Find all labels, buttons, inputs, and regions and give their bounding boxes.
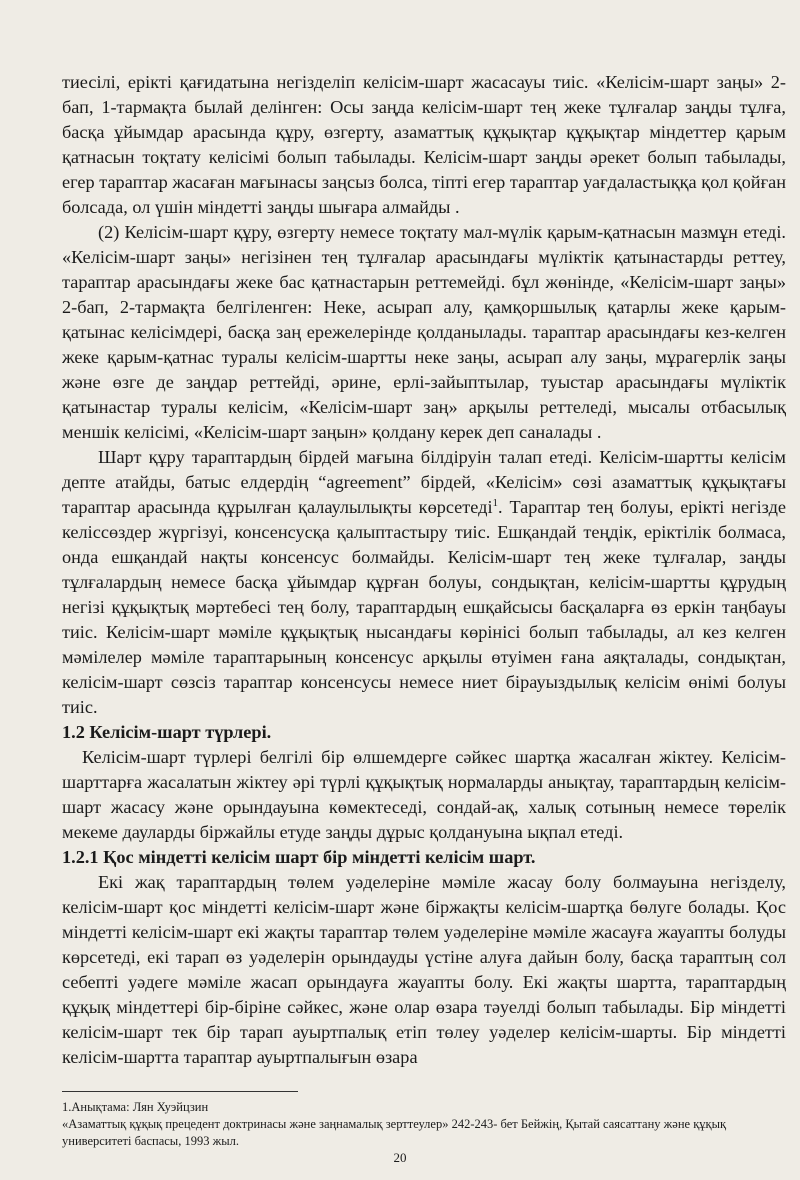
footnote-divider	[62, 1091, 298, 1092]
paragraph-3-text-a: Шарт құру тараптардың бірдей мағына білдіруін талап етеді. Келісім-шартты келісім депте атайды, батыс елдердің “agreement” бірдей, «Келісім» сөзі азаматтық құқықтағы тараптар арасында құрылған қалаулылықты көрсетеді	[62, 447, 786, 517]
page-number: 20	[393, 1150, 407, 1165]
footnote-1-source: «Азаматтық құқық прецедент доктринасы және заңнамалық зерттеулер» 242-243- бет Бейжің, Қытай саясаттану және құқық университеті баспасы, 1993 жыл.	[62, 1117, 727, 1148]
footnotes	[62, 1099, 782, 1150]
paragraph-3-text-b: . Тараптар тең болуы, ерікті негізде келіссөздер жүргізуі, консенсусқа қалыптастыру тиіс. Ешқандай теңдік, еріктілік болмаса, онда ешқандай нақты консенсус болмайды. Келісім-шарт тең жеке тұлғалар, заңды тұлғалардың немесе басқа ұйымдар құрған болуы, сондықтан, келісім-шартты құрудың негізі құқықтық мәртебесі тең болу, тараптардың ешқайсысы басқаларға өз еркін таңбауы тиіс. Келісім-шарт мәміле құқықтық нысандағы көрінісі болып табылады, ал кез келген мәмілелер мәміле тараптарының консенсус арқылы өтуімен ғана аяқталады, сондықтан, келісім-шарт сөзсіз тараптар консенсусы немесе ниет бірауыздылық келісім өнімі болуы тиіс.	[62, 497, 786, 717]
paragraph-1: тиесілі, ерікті қағидатына негізделіп келісім-шарт жасасауы тиіс. «Келісім-шарт заңы» 2-бап, 1-тармақта былай делінген: Осы заңда келісім-шарт тең жеке тұлғалар заңды тұлға, басқа ұйымдар арасында құру, өзгерту, азаматтық құқықтар құқықтар міндеттер қарым қатнасын тоқтату келісімі болып табылады. Келісім-шарт заңды әрекет болып табылады, егер тараптар жасаған мағынасы заңсыз болса, тіпті егер тараптар уағдаластыққа қол қойған болсада, ол үшін міндетті заңды шығара алмайды .	[62, 72, 786, 217]
paragraph-2: (2) Келісім-шарт құру, өзгерту немесе тоқтату мал-мүлік қарым-қатнасын мазмұн етеді. «Келісім-шарт заңы» негізінен тең тұлғалар арасындағы мүліктік қатынастарды реттеу, тараптар арасындағы жеке бас қатнастарын реттемейді. бұл жөнінде, «Келісім-шарт заңы» 2-бап, 2-тармақта белгіленген: Неке, асырап алу, қамқоршылық қатарлы жеке қарым-қатынас келісімдері, басқа заң ережелерінде қолданылады. тараптар арасындағы кез-келген жеке қарым-қатнас туралы келісім-шартты неке заңы, асырап алу заңы, мұрагерлік заңы және өзге де заңдар реттейді, әрине, ерлі-зайыптылар, туыстар арасындағы мүліктік қатынастар туралы келісім, «Келісім-шарт заң» арқылы реттеледі, мысалы отбасылық меншік келісімі, «Келісім-шарт заңын» қолдану керек деп саналады .	[62, 222, 786, 442]
paragraph-3	[62, 445, 786, 720]
paragraph-5: Екі жақ тараптардың төлем уәделеріне мәміле жасау болу болмауына негізделу, келісім-шарт қос міндетті келісім-шарт және біржақты келісім-шартқа бөлуге болады. Қос міндетті келісім-шарт екі жақты тараптар төлем уәделеріне мәміле жасауға жауапты болуды көрсетеді, екі тарап өз уәделерін орындауды үстіне алуға дайын болу, басқа тараптың сол себепті уәдеге мәміле жасап орындауға жауапты болу. Екі жақты шартта, тараптардың құқық міндеттері бір-біріне сәйкес, және олар өзара тәуелді болып табылады. Бір міндетті келісім-шарт тек бір тарап ауыртпалық етіп төлеу уәделер келісім-шарты. Бір міндетті келісім-шартта тараптар ауыртпалығын өзара	[62, 872, 786, 1067]
paragraph-4: Келісім-шарт түрлері белгілі бір өлшемдерге сәйкес шартқа жасалған жіктеу. Келісім-шарттарға жасалатын жіктеу әрі түрлі құқықтық нормаларды анықтау, тараптардың келісім-шарт жасасу және орындауына көмектеседі, сондай-ақ, халық сотының немесе төрелік мекеме дауларды біржайлы етуде заңды дұрыс қолдануына ықпал етеді.	[62, 747, 786, 842]
footnote-1: 1.Анықтама: Лян Хуэйцзин	[62, 1100, 209, 1114]
section-heading-1-2-1: 1.2.1 Қос міндетті келісім шарт бір міндетті келісім шарт.	[62, 847, 536, 867]
footnote-reference: 1	[492, 496, 499, 509]
body-text	[62, 70, 786, 1070]
section-heading-1-2: 1.2 Келісім-шарт түрлері.	[62, 722, 272, 742]
